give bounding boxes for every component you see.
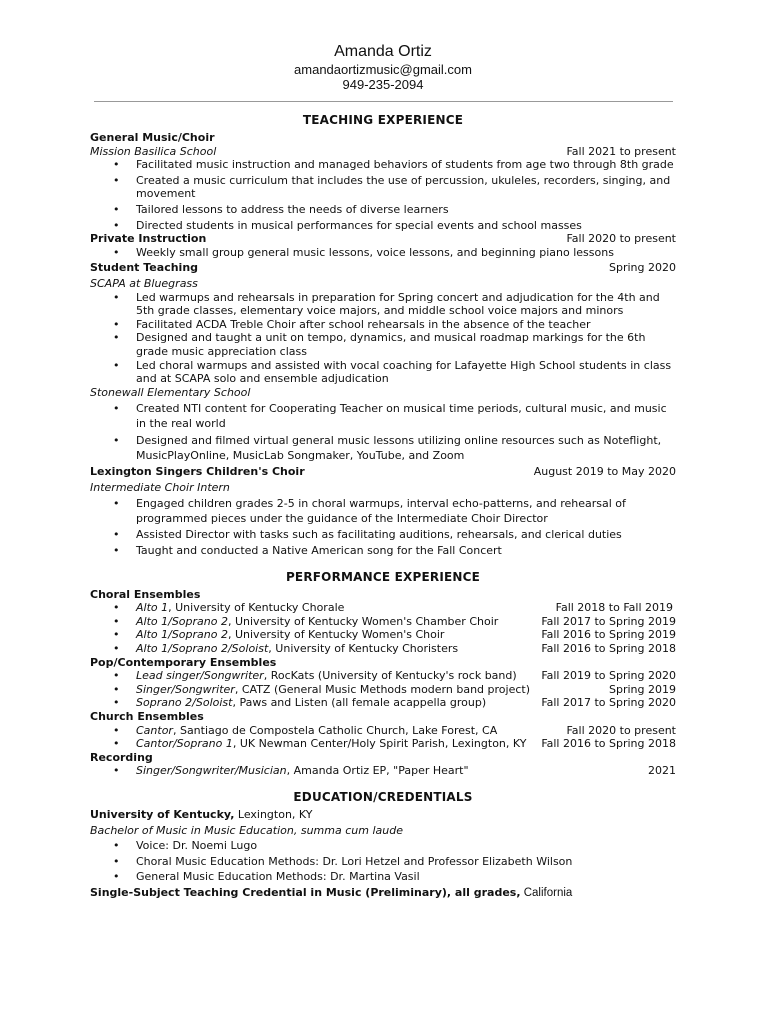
section-heading-teaching: TEACHING EXPERIENCE [302, 113, 464, 127]
applicant-name: Amanda Ortiz [334, 43, 432, 60]
phone: 949-235-2094 [342, 77, 424, 92]
date: Fall 2018 to Fall 2019 [555, 601, 673, 615]
list-item [90, 724, 676, 738]
list-item [90, 683, 676, 697]
list-item: • Taught and conducted a Native American song for the Fall Concert [90, 544, 676, 558]
email: amandaortizmusic@gmail.com [294, 62, 472, 77]
recording-list [90, 764, 676, 778]
role: Lead singer/Songwriter [136, 669, 264, 683]
credential: Single-Subject Teaching Credential in Music (Preliminary), all grades, [90, 885, 521, 899]
list-item [90, 642, 676, 656]
university-location: Lexington, KY [234, 807, 313, 821]
school-name: Stonewall Elementary School [90, 385, 251, 399]
ensemble: , RocKats (University of Kentucky's rock band) [263, 669, 517, 683]
date: Fall 2017 to Spring 2019 [541, 614, 676, 628]
ensemble: , Amanda Ortiz EP, "Paper Heart" [286, 764, 469, 778]
job-title-general-music: General Music/Choir [90, 131, 215, 144]
ensemble: , CATZ (General Music Methods modern band project) [234, 682, 530, 696]
list-item: • Weekly small group general music lessons, voice lessons, and beginning piano lessons [90, 246, 676, 260]
list-item: • General Music Education Methods: Dr. Martina Vasil [90, 870, 676, 884]
role: Singer/Songwriter [136, 682, 235, 696]
date: Fall 2016 to Spring 2019 [541, 628, 676, 642]
date: Fall 2016 to Spring 2018 [541, 642, 676, 656]
date: 2021 [648, 764, 676, 778]
job-title-private-instruction: Private Instruction [90, 232, 207, 246]
job-date: Fall 2021 to present [566, 144, 676, 158]
bullet-list [90, 839, 676, 884]
job-date: Fall 2020 to present [566, 232, 676, 246]
credential-location: California [520, 886, 573, 899]
list-item: • Designed and filmed virtual general music lessons utilizing online resources such as Noteflight, MusicPlayOnline, MusicLab Songmaker, YouTube, and Zoom [90, 433, 676, 463]
role: Alto 1/Soprano 2 [136, 628, 228, 642]
bullet-list [90, 291, 676, 386]
section-heading-performance: PERFORMANCE EXPERIENCE [285, 569, 481, 584]
list-item: • Designed and taught a unit on tempo, dynamics, and musical roadmap markings for the 6th grade music appreciation class [90, 331, 676, 358]
ensemble: , University of Kentucky Women's Chamber Choir [227, 614, 499, 628]
resume-page [90, 42, 676, 901]
list-item [90, 615, 676, 629]
role: Cantor/Soprano 1 [136, 737, 233, 751]
university-line [90, 808, 676, 822]
bullet-list [90, 246, 676, 260]
date: Spring 2019 [609, 682, 676, 696]
job-row-student-teaching [90, 261, 676, 275]
bullet-list [90, 158, 676, 232]
school-name: Mission Basilica School [90, 144, 217, 158]
ensemble: , Santiago de Compostela Catholic Church, Lake Forest, CA [172, 723, 498, 737]
job-title-lexington-singers: Lexington Singers Children's Choir [90, 465, 305, 479]
pop-list [90, 669, 676, 710]
job-row-private [90, 232, 676, 246]
church-list [90, 724, 676, 751]
date: Fall 2017 to Spring 2020 [541, 696, 676, 710]
list-item: • Led choral warmups and assisted with vocal coaching for Lafayette High School students in class and at SCAPA solo and ensemble adjudication [90, 359, 676, 386]
ensemble: , UK Newman Center/Holy Spirit Parish, Lexington, KY [232, 737, 527, 751]
date: Fall 2019 to Spring 2020 [541, 669, 676, 683]
role: Alto 1/Soprano 2 [136, 614, 228, 628]
list-item: • Facilitated music instruction and managed behaviors of students from age two through 8th grade [90, 158, 676, 172]
list-item [90, 764, 676, 778]
subsection-recording: Recording [90, 750, 153, 764]
list-item: • Voice: Dr. Noemi Lugo [90, 839, 676, 853]
ensemble: , University of Kentucky Chorale [168, 601, 345, 615]
section-heading-education: EDUCATION/CREDENTIALS [293, 789, 473, 804]
list-item: • Created a music curriculum that includes the use of percussion, ukuleles, recorders, singing, and movement [90, 174, 676, 201]
subsection-pop: Pop/Contemporary Ensembles [90, 655, 277, 669]
job-row-lexington-singers [90, 465, 676, 479]
degree: Bachelor of Music in Music Education, summa cum laude [90, 823, 403, 837]
list-item [90, 696, 676, 710]
list-item [90, 628, 676, 642]
list-item: • Led warmups and rehearsals in preparation for Spring concert and adjudication for the 4th and 5th grade classes, elementary voice majors, and middle school voice majors and minors [90, 291, 676, 318]
date: Fall 2020 to present [566, 723, 676, 737]
ensemble: , University of Kentucky Choristers [268, 642, 459, 656]
bullet-list [90, 496, 676, 557]
list-item: • Engaged children grades 2-5 in choral warmups, interval echo-patterns, and rehearsal of programmed pieces under the guidance of the Intermediate Choir Director [90, 496, 676, 526]
university-name: University of Kentucky, [90, 807, 235, 821]
ensemble: , University of Kentucky Women's Choir [227, 628, 445, 642]
school-name: SCAPA at Bluegrass [90, 276, 198, 290]
subsection-church: Church Ensembles [90, 710, 204, 723]
role: Soprano 2/Soloist [136, 696, 233, 710]
role: Cantor [136, 723, 173, 737]
job-date: Spring 2020 [609, 261, 676, 275]
list-item: • Assisted Director with tasks such as facilitating auditions, rehearsals, and clerical duties [90, 528, 676, 542]
date: Fall 2016 to Spring 2018 [541, 737, 676, 751]
credential-line [90, 886, 676, 901]
bullet-list [90, 401, 676, 463]
subsection-choral: Choral Ensembles [90, 587, 201, 601]
role: Alto 1/Soprano 2/Soloist [136, 642, 269, 656]
job-school-row [90, 145, 676, 159]
job-title-student-teaching: Student Teaching [90, 261, 199, 275]
job-date: August 2019 to May 2020 [533, 465, 676, 479]
choral-list [90, 601, 676, 655]
list-item: • Created NTI content for Cooperating Teacher on musical time periods, cultural music, and music in the real world [90, 401, 676, 431]
list-item: • Directed students in musical performances for special events and school masses [90, 219, 676, 233]
role: Alto 1 [136, 601, 169, 615]
list-item: • Choral Music Education Methods: Dr. Lori Hetzel and Professor Elizabeth Wilson [90, 855, 676, 869]
list-item [90, 601, 676, 615]
resume-header [90, 42, 676, 92]
list-item: • Facilitated ACDA Treble Choir after school rehearsals in the absence of the teacher [90, 318, 676, 332]
divider [94, 101, 673, 102]
list-item [90, 669, 676, 683]
ensemble: , Paws and Listen (all female acappella group) [232, 696, 487, 710]
list-item: • Tailored lessons to address the needs of diverse learners [90, 203, 676, 217]
list-item [90, 737, 676, 751]
job-role: Intermediate Choir Intern [90, 480, 230, 494]
role: Singer/Songwriter/Musician [136, 764, 287, 778]
